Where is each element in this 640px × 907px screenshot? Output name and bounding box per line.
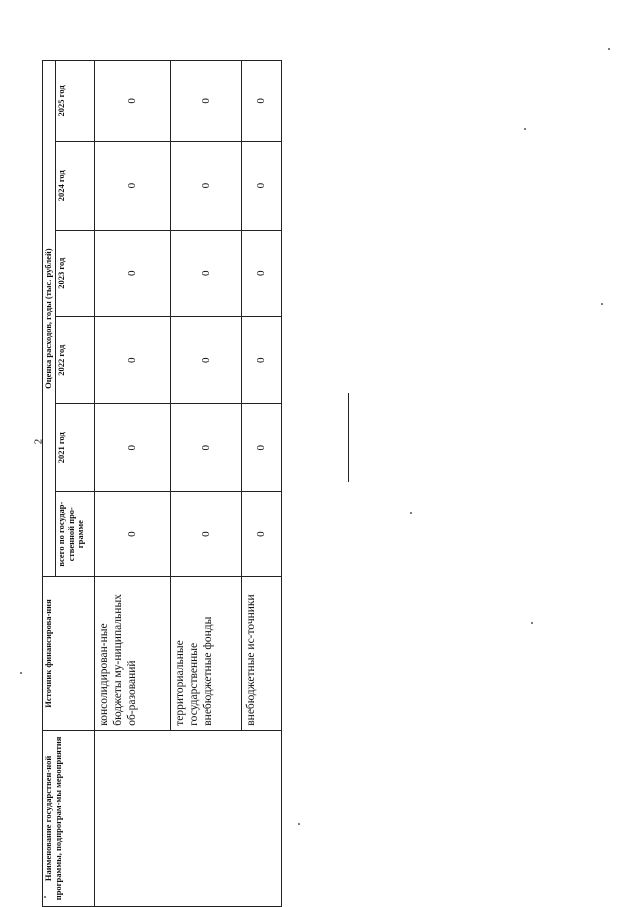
value-cell-2022: 0 [171,316,241,404]
value-cell-2021: 0 [171,404,241,492]
program-name-cell [94,730,281,906]
scan-speck [531,622,533,624]
header-expense-estimate: Оценка расходов, годы (тыс. рублей) [43,61,56,577]
scan-speck [608,48,610,50]
financing-table-wrapper [42,60,282,907]
value-cell-2023: 0 [241,230,282,316]
header-program-name: Наименование государствен-ной программы, подпрограм-мы мероприятия [43,730,95,906]
value-cell-2024: 0 [171,141,241,230]
financing-table [42,60,282,907]
scan-speck [20,672,22,674]
value-cell-2025: 0 [94,61,171,142]
total-cell: 0 [241,492,282,577]
header-total: всего по государ-ственной про-грамме [56,492,94,577]
value-cell-2022: 0 [241,316,282,404]
value-cell-2025: 0 [241,61,282,142]
header-year-2023: 2023 год [56,230,94,316]
value-cell-2025: 0 [171,61,241,142]
header-year-2024: 2024 год [56,141,94,230]
signature-line [348,393,349,482]
scan-speck [601,303,603,305]
source-cell: консолидирован-ные бюджеты му-ниципальных об-разований [94,577,171,730]
value-cell-2024: 0 [241,141,282,230]
scan-speck [298,823,300,825]
value-cell-2023: 0 [171,230,241,316]
source-cell: территориальные государственные внебюджетные фонды [171,577,241,730]
source-cell: внебюджетные ис-точники [241,577,282,730]
value-cell-2024: 0 [94,141,171,230]
header-row-top [43,61,56,907]
header-financing-source: Источник финансирова-ния [43,577,95,730]
value-cell-2021: 0 [241,404,282,492]
header-year-2025: 2025 год [56,61,94,142]
total-cell: 0 [94,492,171,577]
total-cell: 0 [171,492,241,577]
page-number: 2 [32,438,45,445]
value-cell-2022: 0 [94,316,171,404]
table-row [94,61,171,907]
scan-speck [410,512,412,514]
value-cell-2021: 0 [94,404,171,492]
scan-speck [524,128,526,130]
value-cell-2023: 0 [94,230,171,316]
header-year-2022: 2022 год [56,316,94,404]
header-year-2021: 2021 год [56,404,94,492]
